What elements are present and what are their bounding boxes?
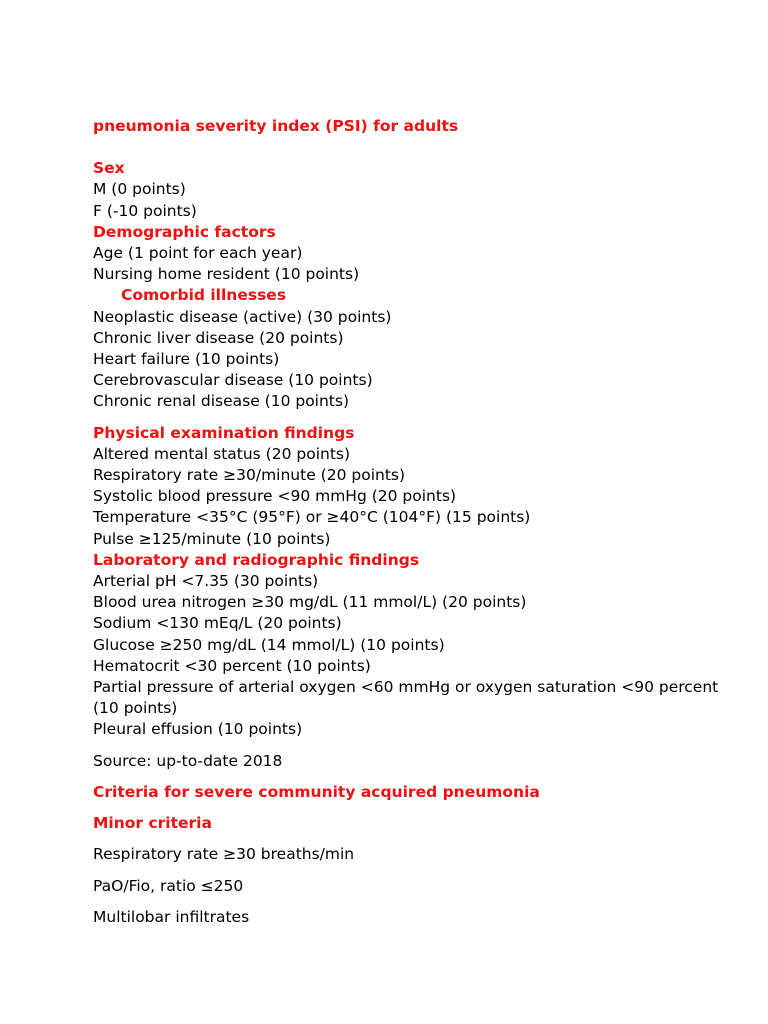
- minor-criteria-item: PaO/Fio, ratio ≤250: [93, 876, 244, 895]
- laboratory-item: Sodium <130 mEq/L (20 points): [93, 614, 342, 633]
- laboratory-item: Blood urea nitrogen ≥30 mg/dL (11 mmol/L) (20 points): [93, 593, 527, 612]
- section-heading-physical: Physical examination findings: [93, 423, 355, 442]
- minor-criteria-item: Respiratory rate ≥30 breaths/min: [93, 845, 355, 864]
- laboratory-item: Partial pressure of arterial oxygen <60 mmHg or oxygen saturation <90 percent (10 points): [93, 678, 719, 718]
- comorbid-item: Neoplastic disease (active) (30 points): [93, 307, 392, 326]
- criteria-heading: Criteria for severe community acquired pneumonia: [93, 782, 540, 801]
- section-heading-laboratory: Laboratory and radiographic findings: [93, 550, 420, 569]
- physical-item: Respiratory rate ≥30/minute (20 points): [93, 466, 406, 485]
- demographic-item: Nursing home resident (10 points): [93, 265, 360, 284]
- comorbid-item: Chronic liver disease (20 points): [93, 328, 344, 347]
- laboratory-item: Pleural effusion (10 points): [93, 720, 303, 739]
- laboratory-item: Glucose ≥250 mg/dL (14 mmol/L) (10 points): [93, 635, 445, 654]
- demographic-item: Age (1 point for each year): [93, 244, 303, 263]
- minor-criteria-item: Multilobar infiltrates: [93, 907, 250, 926]
- physical-item: Pulse ≥125/minute (10 points): [93, 529, 331, 548]
- minor-criteria-heading: Minor criteria: [93, 814, 212, 833]
- laboratory-item: Arterial pH <7.35 (30 points): [93, 572, 319, 591]
- document-page: [93, 116, 733, 928]
- sex-item: F (-10 points): [93, 201, 197, 220]
- document-title: pneumonia severity index (PSI) for adults: [93, 117, 459, 135]
- physical-item: Altered mental status (20 points): [93, 444, 351, 463]
- section-heading-sex: Sex: [93, 159, 125, 178]
- comorbid-item: Chronic renal disease (10 points): [93, 392, 350, 411]
- physical-item: Systolic blood pressure <90 mmHg (20 points): [93, 487, 457, 506]
- comorbid-item: Heart failure (10 points): [93, 350, 280, 369]
- section-heading-comorbid: Comorbid illnesses: [121, 286, 287, 305]
- sex-item: M (0 points): [93, 180, 186, 199]
- comorbid-item: Cerebrovascular disease (10 points): [93, 371, 373, 390]
- source-note: Source: up-to-date 2018: [93, 751, 283, 770]
- section-heading-demographic: Demographic factors: [93, 222, 276, 241]
- laboratory-item: Hematocrit <30 percent (10 points): [93, 656, 371, 675]
- physical-item: Temperature <35°C (95°F) or ≥40°C (104°F) (15 points): [93, 508, 531, 527]
